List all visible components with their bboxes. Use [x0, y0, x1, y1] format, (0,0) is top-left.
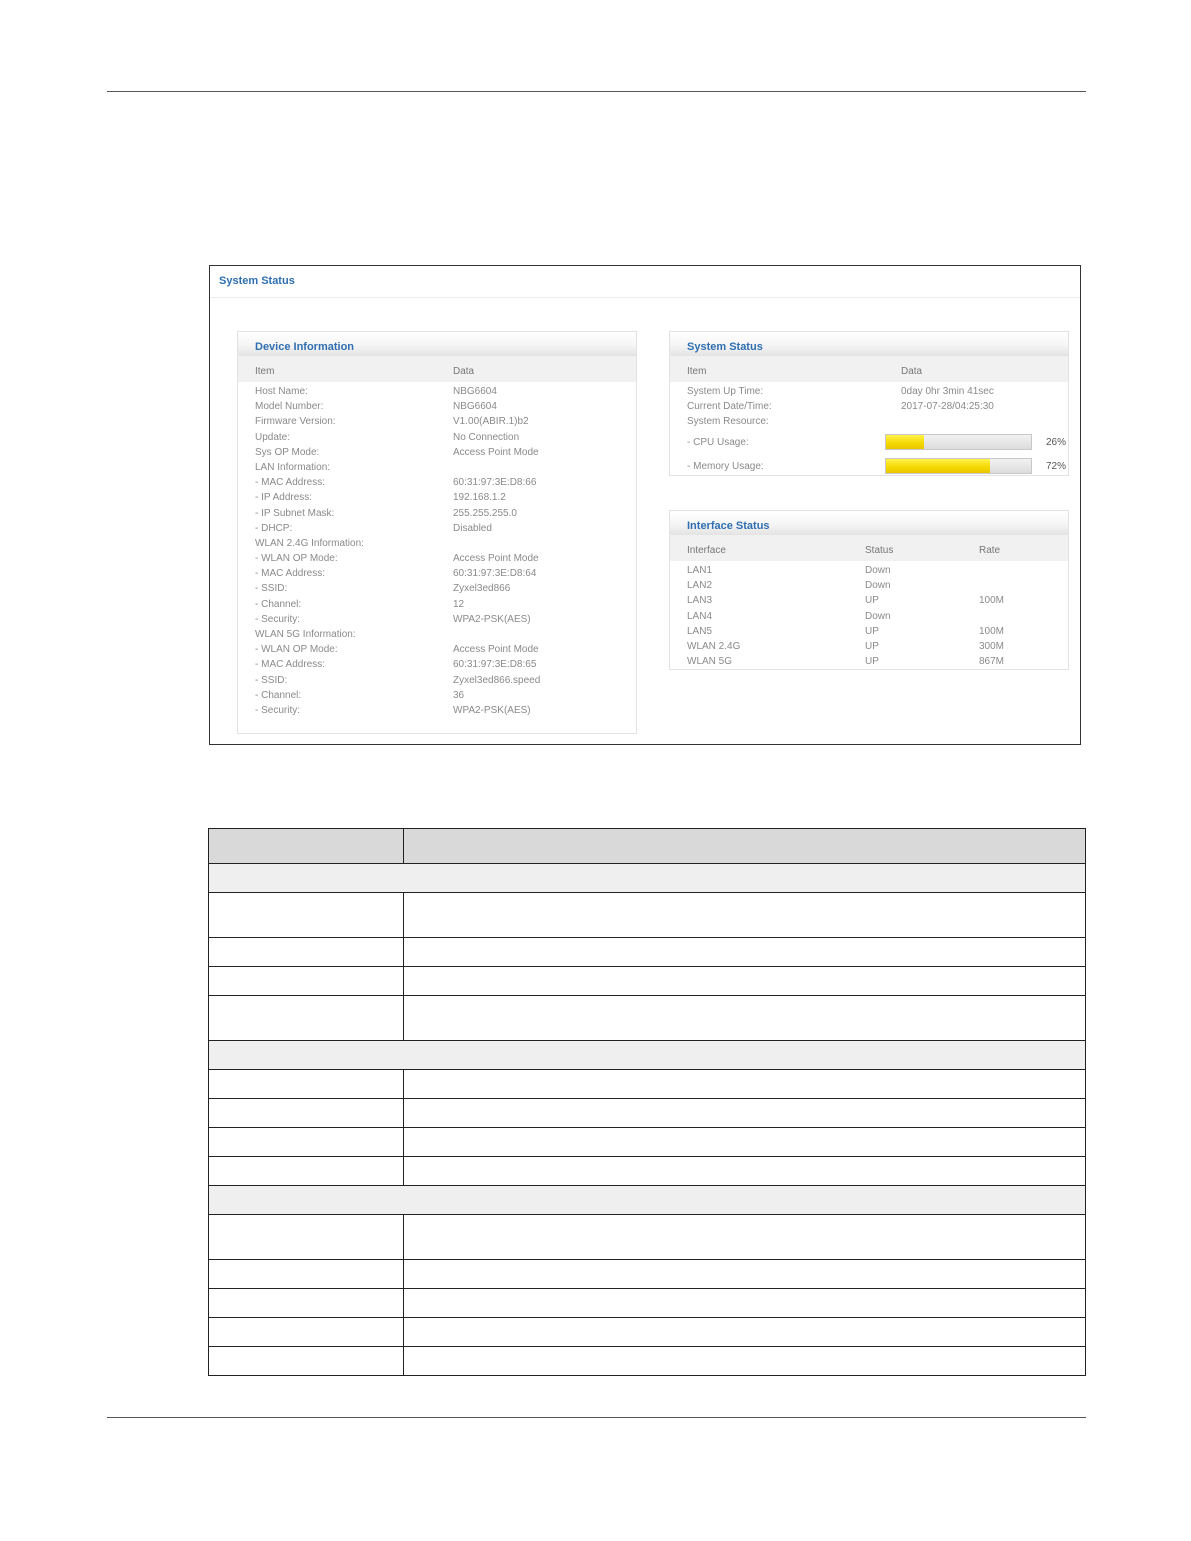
table-row [209, 1128, 1086, 1157]
item-value: Access Point Mode [453, 553, 539, 565]
item-value: Access Point Mode [453, 644, 539, 656]
cpu-label: - CPU Usage: [687, 436, 749, 448]
item-label: - Security: [255, 704, 301, 716]
table-row [238, 476, 636, 491]
table-cell [404, 967, 1086, 996]
table-row [209, 1260, 1086, 1289]
item-label: - SSID: [255, 674, 288, 686]
cpu-percent: 26% [1046, 436, 1067, 448]
table-cell [209, 864, 1086, 893]
interface-status: Down [865, 580, 891, 592]
table-row [238, 552, 636, 567]
interface-status-rows [670, 561, 1068, 670]
item-value: No Connection [453, 431, 520, 443]
interface-rate: 867M [979, 656, 1005, 668]
interface-name: WLAN 5G [687, 656, 733, 668]
interface-name: LAN4 [687, 610, 713, 622]
item-value: 255.255.255.0 [453, 507, 517, 519]
page-top-rule [107, 91, 1086, 92]
table-row [238, 628, 636, 643]
table-cell [209, 1128, 404, 1157]
table-cell [209, 829, 404, 864]
item-label: - WLAN OP Mode: [255, 644, 338, 656]
up-time-label: System Up Time: [687, 386, 764, 397]
table-row [670, 655, 1068, 670]
table-row [238, 400, 636, 415]
col-interface: Interface [687, 545, 726, 556]
table-row [209, 1289, 1086, 1318]
item-label: - WLAN OP Mode: [255, 553, 338, 565]
col-status: Status [865, 545, 894, 556]
table-cell [404, 1215, 1086, 1260]
table-row [238, 643, 636, 658]
table-cell [404, 1260, 1086, 1289]
table-cell [209, 1099, 404, 1128]
table-row [209, 1099, 1086, 1128]
item-label: Update: [255, 431, 291, 443]
item-value: 192.168.1.2 [453, 492, 506, 504]
item-value: 36 [453, 689, 465, 701]
table-row [238, 567, 636, 582]
memory-percent: 72% [1046, 460, 1067, 472]
resource-label: System Resource: [687, 416, 769, 428]
table-row [238, 431, 636, 446]
device-information-header [238, 356, 636, 382]
table-row [670, 564, 1068, 579]
table-header-row [209, 829, 1086, 864]
table-row [238, 674, 636, 689]
table-cell [209, 1289, 404, 1318]
col-rate: Rate [979, 545, 1001, 556]
table-row [238, 537, 636, 552]
page-title: System Status [219, 275, 295, 287]
col-data: Data [453, 366, 475, 377]
interface-rate: 100M [979, 595, 1005, 607]
table-cell [404, 893, 1086, 938]
interface-name: LAN2 [687, 580, 713, 592]
title-divider [210, 297, 1080, 298]
table-cell [209, 893, 404, 938]
memory-usage-bar [885, 458, 1032, 474]
item-label: - DHCP: [255, 522, 293, 534]
table-row [670, 594, 1068, 609]
interface-status: UP [865, 640, 879, 652]
table-cell [404, 1128, 1086, 1157]
table-row [238, 491, 636, 506]
memory-row [670, 455, 1068, 479]
table-cell [404, 1318, 1086, 1347]
date-time-row [670, 400, 1068, 415]
item-value: 60:31:97:3E:D8:66 [453, 477, 537, 489]
interface-status: UP [865, 656, 879, 668]
item-label: - IP Address: [255, 492, 313, 504]
item-value: 60:31:97:3E:D8:64 [453, 568, 537, 580]
table-cell [404, 829, 1086, 864]
item-label: Model Number: [255, 401, 324, 413]
table-row [238, 613, 636, 628]
table-row [670, 640, 1068, 655]
device-information-title: Device Information [238, 332, 636, 356]
table-row [209, 893, 1086, 938]
item-label: LAN Information: [255, 461, 331, 473]
item-value: WPA2-PSK(AES) [453, 704, 531, 716]
cpu-usage-bar [885, 434, 1032, 450]
table-cell [209, 1260, 404, 1289]
item-label: - Channel: [255, 689, 302, 701]
table-section-row [209, 864, 1086, 893]
table-row [209, 1157, 1086, 1186]
date-time-value: 2017-07-28/04:25:30 [901, 401, 994, 413]
item-label: - MAC Address: [255, 659, 326, 671]
table-cell [404, 996, 1086, 1041]
table-row [238, 446, 636, 461]
table-cell [404, 1347, 1086, 1376]
table-row [238, 507, 636, 522]
page-bottom-rule [107, 1417, 1086, 1418]
system-status-panel [669, 331, 1069, 476]
item-label: - Channel: [255, 598, 302, 610]
table-row [238, 689, 636, 704]
table-row [238, 385, 636, 400]
item-value: 12 [453, 598, 465, 610]
item-value: V1.00(ABIR.1)b2 [453, 416, 529, 428]
system-status-title: System Status [670, 332, 1068, 356]
device-information-panel [237, 331, 637, 734]
col-item: Item [255, 366, 275, 377]
table-cell [209, 1318, 404, 1347]
interface-status: UP [865, 595, 879, 607]
table-row [209, 1215, 1086, 1260]
item-label: - IP Subnet Mask: [255, 507, 335, 519]
item-value: NBG6604 [453, 401, 497, 413]
interface-name: LAN1 [687, 565, 713, 576]
item-label: - SSID: [255, 583, 288, 595]
table-cell [209, 1070, 404, 1099]
table-cell [404, 1070, 1086, 1099]
table-cell [209, 1215, 404, 1260]
item-label: Firmware Version: [255, 416, 336, 428]
table-row [238, 522, 636, 537]
table-row [238, 415, 636, 430]
interface-name: LAN5 [687, 625, 713, 637]
table-row [209, 996, 1086, 1041]
memory-usage-fill [886, 459, 990, 473]
item-label: WLAN 2.4G Information: [255, 537, 364, 549]
col-item: Item [687, 366, 707, 377]
table-cell [209, 967, 404, 996]
interface-name: LAN3 [687, 595, 713, 607]
field-description-table [208, 828, 1086, 1376]
table-cell [404, 1289, 1086, 1318]
device-information-rows [238, 382, 636, 719]
table-row [209, 1347, 1086, 1376]
item-label: Sys OP Mode: [255, 446, 320, 458]
table-row [670, 610, 1068, 625]
table-cell [404, 1157, 1086, 1186]
item-label: WLAN 5G Information: [255, 629, 356, 640]
item-value: Zyxel3ed866.speed [453, 674, 541, 686]
item-label: - MAC Address: [255, 477, 326, 489]
table-row [670, 579, 1068, 594]
table-section-row [209, 1041, 1086, 1070]
item-value: NBG6604 [453, 386, 497, 397]
resource-row [670, 415, 1068, 430]
table-cell [209, 1186, 1086, 1215]
table-row [670, 625, 1068, 640]
item-label: - Security: [255, 613, 301, 625]
table-cell [209, 1157, 404, 1186]
interface-status: UP [865, 625, 879, 637]
cpu-usage-fill [886, 435, 924, 449]
up-time-value: 0day 0hr 3min 41sec [901, 386, 994, 397]
cpu-row [670, 431, 1068, 455]
table-row [209, 938, 1086, 967]
interface-name: WLAN 2.4G [687, 640, 741, 652]
interface-status: Down [865, 565, 891, 576]
interface-rate: 300M [979, 640, 1005, 652]
item-value: Zyxel3ed866 [453, 583, 511, 595]
table-cell [209, 1041, 1086, 1070]
item-value: 60:31:97:3E:D8:65 [453, 659, 537, 671]
table-row [209, 967, 1086, 996]
interface-status-header [670, 535, 1068, 561]
item-value: Access Point Mode [453, 446, 539, 458]
table-cell [404, 938, 1086, 967]
table-row [238, 582, 636, 597]
item-label: Host Name: [255, 386, 308, 397]
table-cell [404, 1099, 1086, 1128]
table-section-row [209, 1186, 1086, 1215]
table-row [238, 461, 636, 476]
up-time-row [670, 385, 1068, 400]
table-cell [209, 1347, 404, 1376]
system-status-header [670, 356, 1068, 382]
table-row [209, 1070, 1086, 1099]
memory-label: - Memory Usage: [687, 460, 764, 472]
interface-status-panel [669, 510, 1069, 670]
table-row [238, 598, 636, 613]
system-status-screenshot [209, 265, 1081, 745]
col-data: Data [901, 366, 923, 377]
interface-status-title: Interface Status [670, 511, 1068, 535]
table-cell [209, 938, 404, 967]
table-row [209, 1318, 1086, 1347]
interface-rate: 100M [979, 625, 1005, 637]
interface-status: Down [865, 610, 891, 622]
item-label: - MAC Address: [255, 568, 326, 580]
table-row [238, 658, 636, 673]
table-cell [209, 996, 404, 1041]
item-value: WPA2-PSK(AES) [453, 613, 531, 625]
date-time-label: Current Date/Time: [687, 401, 772, 413]
table-row [238, 704, 636, 719]
item-value: Disabled [453, 522, 492, 534]
